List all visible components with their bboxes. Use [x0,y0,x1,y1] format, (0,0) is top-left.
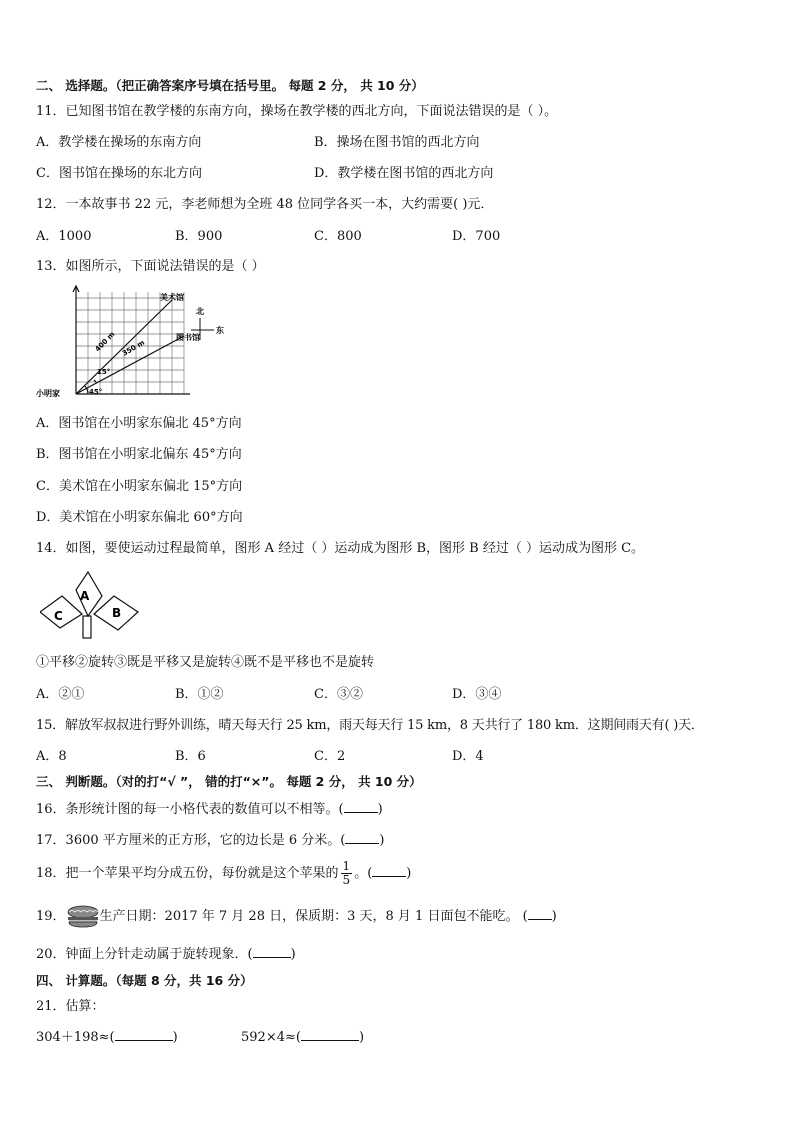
direction-diagram [36,284,236,406]
estimate-2-text: 592×4≈( [241,1030,301,1045]
estimate-1-close: ) [172,1030,178,1045]
answer-blank-17[interactable] [345,831,379,844]
label-home: 小明家 [36,389,60,398]
question-13-option-a: A．图书馆在小明家东偏北 45°方向 [36,416,242,431]
fraction-one-fifth [341,860,353,887]
question-16 [36,800,383,819]
figure-label-b: B [112,606,122,620]
figure-label-c: C [54,609,63,623]
section-heading-calculation: 四、 计算题。（每题 8 分，共 16 分） [36,973,253,988]
bread-icon [66,905,100,929]
question-12-option-c: C．800 [314,229,362,244]
estimate-1-text: 304＋198≈( [36,1030,115,1045]
label-distance-400: 400 m [93,330,117,354]
question-14-option-d: D．③④ [452,687,502,702]
question-11-option-b: B．操场在图书馆的西北方向 [314,135,480,150]
question-11-stem: 11．已知图书馆在教学楼的东南方向，操场在教学楼的西北方向，下面说法错误的是（ ）。 [36,104,558,119]
question-14-choices: ①平移②旋转③既是平移又是旋转④既不是平移也不是旋转 [36,655,375,670]
question-12-option-d: D．700 [452,229,501,244]
estimate-2-close: ) [358,1030,365,1045]
question-14-option-b: B．①② [175,687,224,702]
question-13-option-d: D．美术馆在小明家东偏北 60°方向 [36,510,243,525]
estimate-expression-1 [36,1028,178,1047]
question-18-close: ) [406,866,412,881]
question-11-option-c: C．图书馆在操场的东北方向 [36,166,202,181]
label-distance-350: 350 m [121,338,147,358]
question-13-option-c: C．美术馆在小明家东偏北 15°方向 [36,479,243,494]
answer-blank-18[interactable] [372,864,406,877]
question-18 [36,860,411,888]
question-16-close: ) [377,802,383,817]
question-18-text: 18．把一个苹果平均分成五份，每份就是这个苹果的 [36,866,339,881]
answer-blank-19[interactable] [528,907,552,920]
question-20 [36,945,296,964]
question-16-text: 16．条形统计图的每一小格代表的数值可以不相等。( [36,802,344,817]
compass-north-label: 北 [196,307,204,316]
exam-page [36,0,766,1123]
question-20-text: 20．钟面上分针走动属于旋转现象．( [36,947,253,962]
figure-label-a: A [80,589,90,603]
question-19-number: 19． [36,909,66,924]
question-19-text: 生产日期：2017 年 7 月 28 日，保质期：3 天，8 月 1 日面包不能吃。 ( [99,909,528,924]
question-11-option-d: D．教学楼在图书馆的西北方向 [314,166,494,181]
question-15-stem: 15．解放军叔叔进行野外训练，晴天每天行 25 km，雨天每天行 15 km，8 天共行了 180 km．这期间雨天有( )天． [36,718,704,733]
question-15-option-c: C．2 [314,749,346,764]
question-12-option-a: A．1000 [36,229,92,244]
question-17 [36,831,384,850]
question-15-option-d: D．4 [452,749,484,764]
label-angle-45: 45° [89,388,103,396]
label-angle-15: 15° [97,368,111,376]
question-18-mid: 。( [354,866,373,881]
question-17-text: 17．3600 平方厘米的正方形，它的边长是 6 分米。( [36,833,346,848]
answer-blank-21-1[interactable] [115,1028,173,1041]
question-17-close: ) [379,833,385,848]
fraction-numerator: 1 [342,859,351,873]
question-13-stem: 13．如图所示，下面说法错误的是（ ） [36,259,265,274]
compass-east-label: 东 [216,326,224,335]
label-art-museum: 美术馆 [160,293,184,302]
section-heading-judgement: 三、 判断题。（对的打“√ ”， 错的打“×”。 每题 2 分， 共 10 分） [36,774,422,789]
question-12-stem: 12．一本故事书 22 元，李老师想为全班 48 位同学各买一本，大约需要( )元． [36,197,494,212]
question-21-stem: 21．估算： [36,999,105,1014]
question-12-option-b: B．900 [175,229,223,244]
question-14-option-a: A．②① [36,687,85,702]
question-20-close: ) [290,947,296,962]
answer-blank-21-2[interactable] [301,1028,359,1041]
question-19 [36,904,557,930]
estimate-expression-2 [241,1028,364,1047]
question-11-option-a: A．教学楼在操场的东南方向 [36,135,202,150]
question-14-stem: 14．如图，要使运动过程最简单，图形 A 经过（ ）运动成为图形 B，图形 B 经过（ ）运动成为图形 C。 [36,541,645,556]
question-15-option-a: A．8 [36,749,67,764]
answer-blank-16[interactable] [344,800,378,813]
fraction-denominator: 5 [342,873,351,887]
question-13-option-b: B．图书馆在小明家北偏东 45°方向 [36,447,242,462]
question-19-close: ) [551,909,557,924]
label-library: 图书馆 [176,333,200,342]
question-15-option-b: B．6 [175,749,206,764]
section-heading-choice: 二、 选择题。（把正确答案序号填在括号里。 每题 2 分， 共 10 分） [36,78,424,93]
answer-blank-20[interactable] [253,945,291,958]
question-14-option-c: C．③② [314,687,363,702]
rotation-figure [40,570,144,642]
